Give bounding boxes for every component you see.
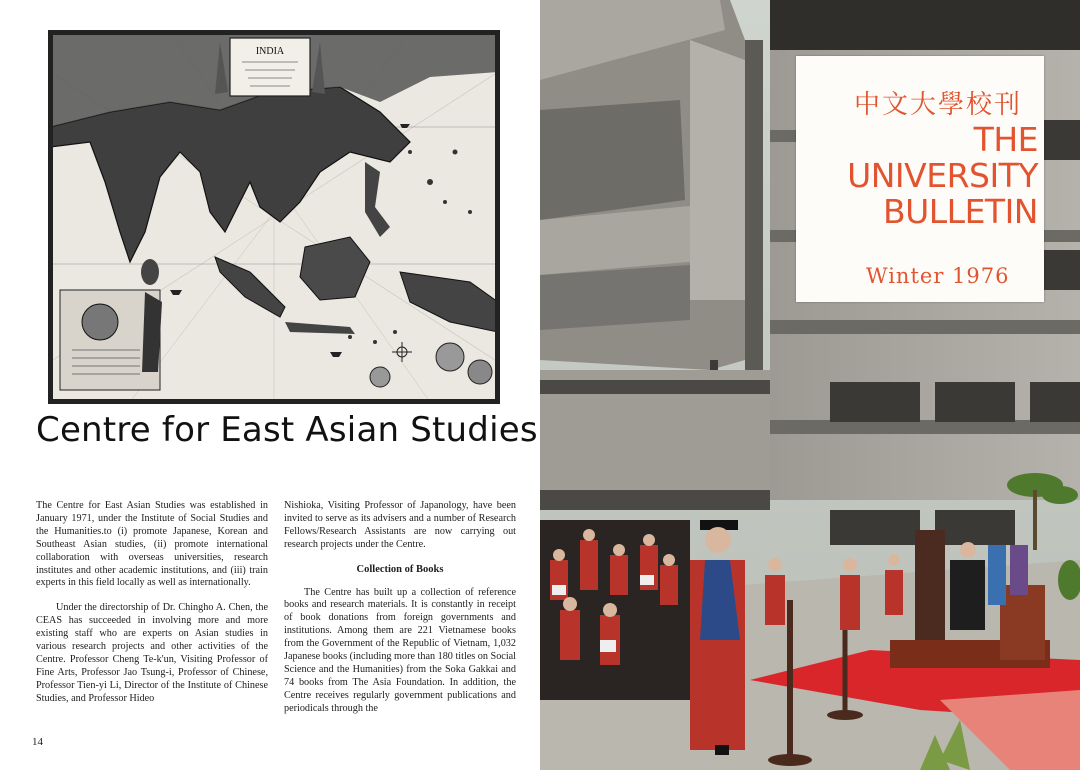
title-line: UNIVERSITY — [847, 156, 1038, 195]
paragraph: The Centre for East Asian Studies was established in January 1971, under the Institute of Social Studies and the Humanities.to (i) promote Japanese, Korean and Southeast Asian studies, (ii) promote international collaboration with overseas universities, research institutes and other academic institutions, and (iii) train experts in this field locally as well as internationally. — [36, 500, 268, 589]
bulletin-title-panel — [796, 56, 1044, 302]
paragraph: Under the directorship of Dr. Chingho A. Chen, the CEAS has succeeded in involving more and more existing staff who are experts on Asian studies in various research projects and other activities of the Centre. Professor Cheng Te-k'un, Visiting Professor of Fine Arts, Professor Jao Tsung-i, Professor of Chinese, Professor Tien-yi Li, Director of the Institute of Chinese Studies, and Professor Hideo — [36, 602, 268, 704]
page-number: 14 — [32, 736, 43, 748]
article-column-1 — [36, 500, 268, 718]
right-page-cover — [540, 0, 1080, 770]
paragraph: The Centre has built up a collection of reference books and research materials. It is constantly in receipt of book donations from foreign governments and institutions. Among them are 221 Vietnamese books from the Government of the Republic of Vietnam, 1,032 Japanese books (including more than 180 titles on Social Science and the Humanities) from the Soka Gakkai and 74 books from The Asia Foundation. In addition, the Centre receives regularly government publications and periodicals through the — [284, 586, 517, 714]
issue-date: Winter 1976 — [866, 264, 1010, 288]
title-line: THE — [973, 120, 1038, 159]
section-subheading: Collection of Books — [356, 563, 444, 575]
chinese-title: 中文大學校刊 — [854, 90, 1023, 120]
paragraph: Nishioka, Visiting Professor of Japanology, have been invited to serve as its advisers and a number of Research Fellows/Research Assistants are now carrying out research projects under the Centre. — [284, 500, 516, 550]
article-headline: Centre for East Asian Studies — [36, 410, 538, 450]
title-line: BULLETIN — [883, 192, 1038, 231]
bulletin-title — [818, 122, 1038, 230]
article-column-2 — [284, 500, 516, 728]
antique-map-image — [48, 30, 500, 404]
map-title: INDIA — [255, 46, 285, 57]
